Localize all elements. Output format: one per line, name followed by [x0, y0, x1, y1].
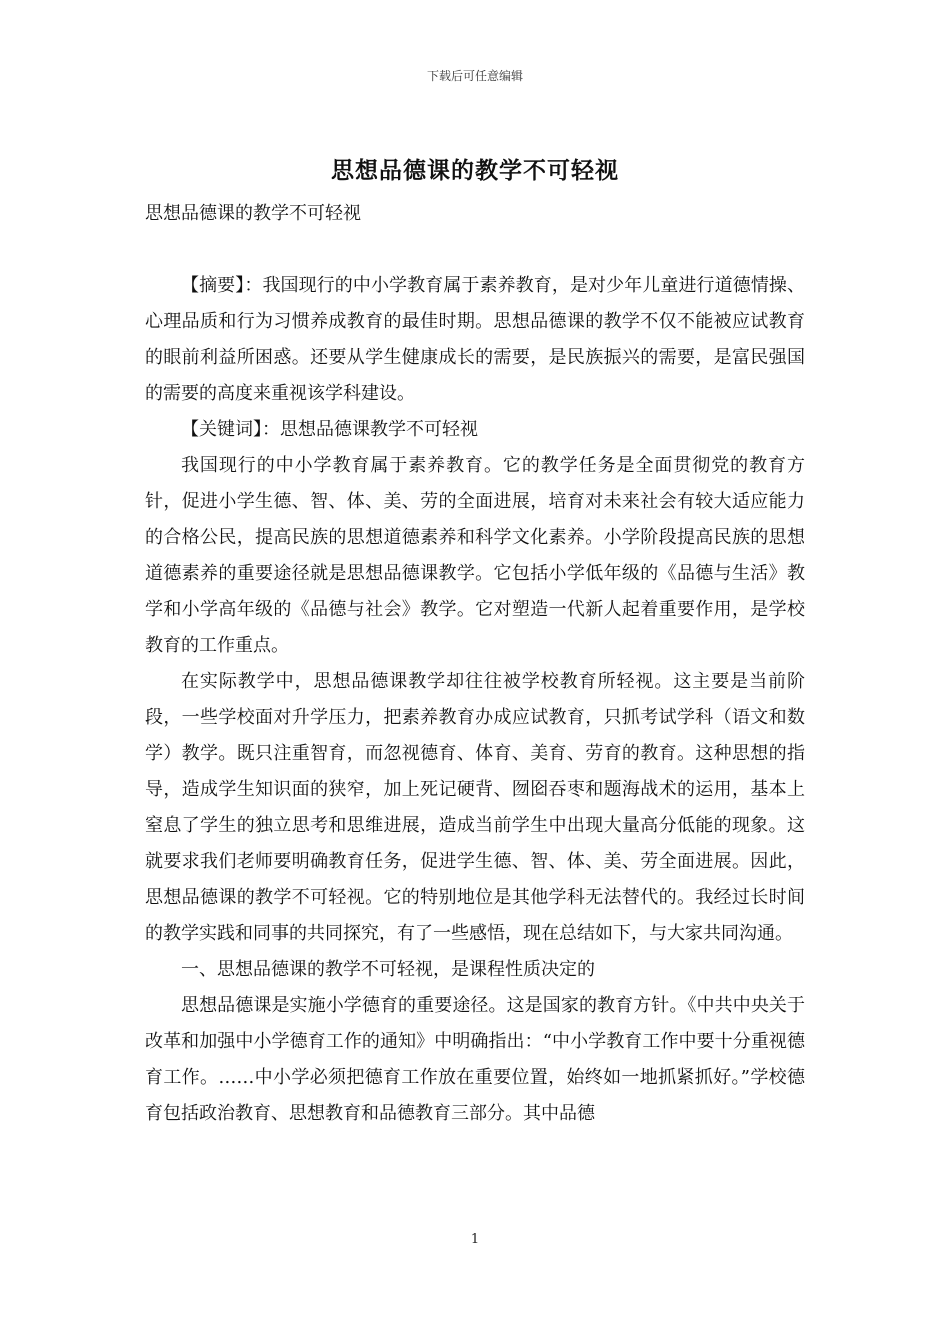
document-subtitle: 思想品德课的教学不可轻视	[145, 203, 361, 224]
body-paragraph: 在实际教学中，思想品德课教学却往往被学校教育所轻视。这主要是当前阶段，一些学校面对升学压力，把素养教育办成应试教育，只抓考试学科（语文和数学）教学。既只注重智育，而忽视德育、体育、美育、劳育的教育。这种思想的指导，造成学生知识面的狭窄，加上死记硬背、囫囵吞枣和题海战术的运用，基本上窒息了学生的独立思考和思维进展，造成当前学生中出现大量高分低能的现象。这就要求我们老师要明确教育任务，促进学生德、智、体、美、劳全面进展。因此，思想品德课的教学不可轻视。它的特别地位是其他学科无法替代的。我经过长时间的教学实践和同事的共同探究，有了一些感悟，现在总结如下，与大家共同沟通。	[145, 671, 805, 944]
keywords-paragraph: 【关键词】：思想品德课教学不可轻视	[181, 419, 478, 440]
document-body	[145, 268, 805, 1132]
body-paragraph: 我国现行的中小学教育属于素养教育。它的教学任务是全面贯彻党的教育方针，促进小学生德、智、体、美、劳的全面进展，培育对未来社会有较大适应能力的合格公民，提高民族的思想道德素养和科学文化素养。小学阶段提高民族的思想道德素养的重要途径就是思想品德课教学。它包括小学低年级的《品德与生活》教学和小学高年级的《品德与社会》教学。它对塑造一代新人起着重要作用，是学校教育的工作重点。	[145, 455, 805, 656]
body-paragraph: 思想品德课是实施小学德育的重要途径。这是国家的教育方针。《中共中央关于改革和加强中小学德育工作的通知》中明确指出：“中小学教育工作中要十分重视德育工作。……中小学必须把德育工作放在重要位置，始终如一地抓紧抓好。”学校德育包括政治教育、思想教育和品德教育三部分。其中品德	[145, 995, 805, 1124]
page-number: 1	[470, 1232, 480, 1247]
header-note: 下载后可任意编辑	[426, 69, 523, 83]
section-heading: 一、思想品德课的教学不可轻视，是课程性质决定的	[181, 959, 595, 980]
document-title: 思想品德课的教学不可轻视	[331, 158, 619, 184]
abstract-paragraph: 【摘要】：我国现行的中小学教育属于素养教育，是对少年儿童进行道德情操、心理品质和行为习惯养成教育的最佳时期。思想品德课的教学不仅不能被应试教育的眼前利益所困惑。还要从学生健康成长的需要，是民族振兴的需要，是富民强国的需要的高度来重视该学科建设。	[145, 275, 805, 404]
